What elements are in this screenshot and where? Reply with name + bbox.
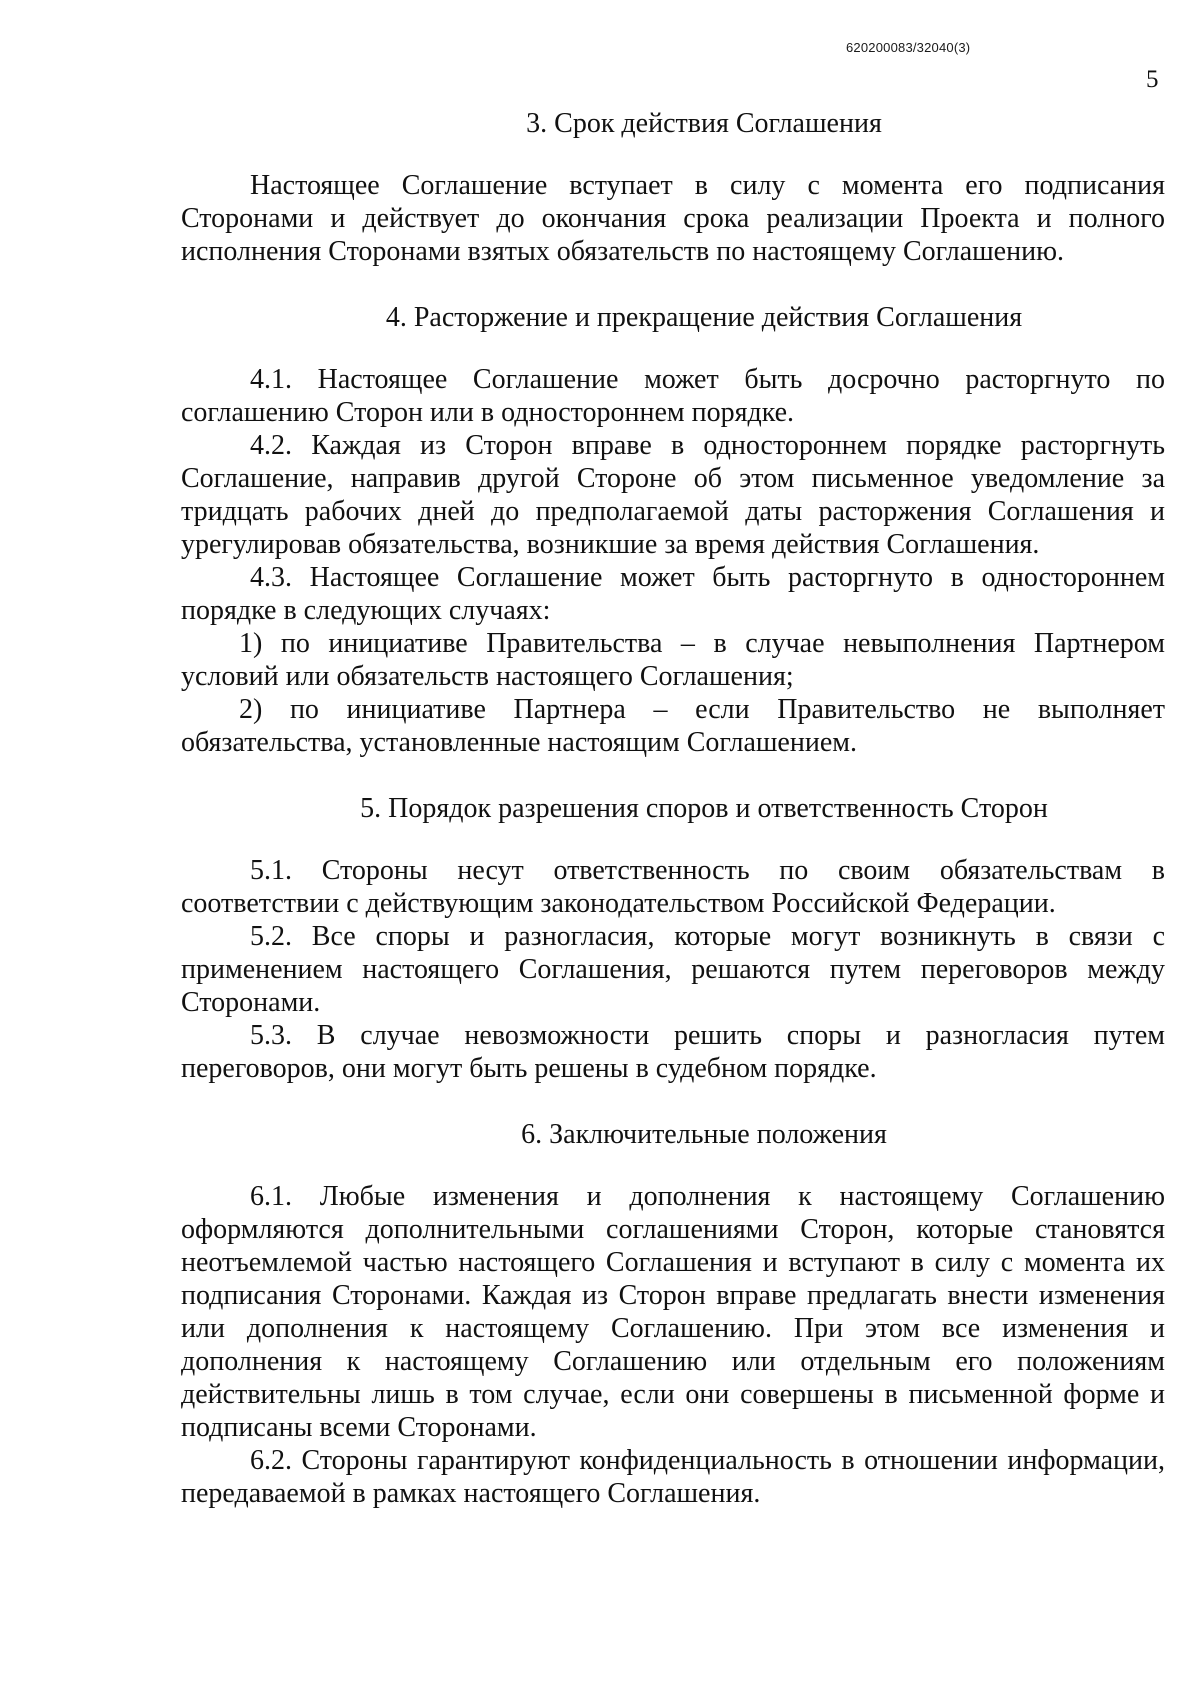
clause-4-2: 4.2. Каждая из Сторон вправе в одностороннем порядке расторгнуть Соглашение, направив другой Стороне об этом письменное уведомление за тридцать рабочих дней до предполагаемой даты расторжения Соглашения и урегулировав обязательства, возникшие за время действия Соглашения. — [181, 430, 1165, 560]
section-4 — [181, 301, 1165, 759]
document-id: 620200083/32040(3) — [846, 40, 971, 55]
section-6-heading: 6. Заключительные положения — [521, 1119, 887, 1150]
clause-4-3-2: 2) по инициативе Партнера – если Правительство не выполняет обязательства, установленные настоящим Соглашением. — [181, 694, 1165, 758]
section-6 — [181, 1118, 1165, 1510]
section-6-body — [181, 1180, 1165, 1510]
clause-6-2: 6.2. Стороны гарантируют конфиденциальность в отношении информации, передаваемой в рамках настоящего Соглашения. — [181, 1445, 1165, 1509]
clause-6-1: 6.1. Любые изменения и дополнения к настоящему Соглашению оформляются дополнительными соглашениями Сторон, которые становятся неотъемлемой частью настоящего Соглашения и вступают в силу с момента их подписания Сторонами. Каждая из Сторон вправе предлагать внести изменения или дополнения к настоящему Соглашению. При этом все изменения и дополнения к настоящему Соглашению или отдельным его положениям действительны лишь в том случае, если они совершены в письменной форме и подписаны всеми Сторонами. — [181, 1181, 1165, 1443]
section-4-body — [181, 363, 1165, 759]
section-3-body — [181, 169, 1165, 268]
page-number: 5 — [1146, 66, 1159, 93]
clause-5-2: 5.2. Все споры и разногласия, которые могут возникнуть в связи с применением настоящего Соглашения, решаются путем переговоров между Сторонами. — [181, 921, 1165, 1018]
section-3-heading: 3. Срок действия Соглашения — [526, 108, 882, 139]
clause-4-3-1: 1) по инициативе Правительства – в случае невыполнения Партнером условий или обязательств настоящего Соглашения; — [181, 628, 1165, 692]
clause-5-3: 5.3. В случае невозможности решить споры и разногласия путем переговоров, они могут быть решены в судебном порядке. — [181, 1020, 1165, 1084]
section-3 — [181, 107, 1165, 268]
clause-5-1: 5.1. Стороны несут ответственность по своим обязательствам в соответствии с действующим законодательством Российской Федерации. — [181, 855, 1165, 919]
section-5-heading: 5. Порядок разрешения споров и ответственность Сторон — [360, 793, 1048, 824]
section-5 — [181, 792, 1165, 1085]
section-3-paragraph: Настоящее Соглашение вступает в силу с момента его подписания Сторонами и действует до окончания срока реализации Проекта и полного исполнения Сторонами взятых обязательств по настоящему Соглашению. — [181, 170, 1165, 267]
section-4-heading: 4. Расторжение и прекращение действия Соглашения — [385, 302, 1023, 333]
document-body — [181, 107, 1165, 1510]
clause-4-3: 4.3. Настоящее Соглашение может быть расторгнуто в одностороннем порядке в следующих случаях: — [181, 562, 1165, 626]
clause-4-1: 4.1. Настоящее Соглашение может быть досрочно расторгнуто по соглашению Сторон или в одностороннем порядке. — [181, 364, 1165, 428]
section-5-body — [181, 854, 1165, 1085]
